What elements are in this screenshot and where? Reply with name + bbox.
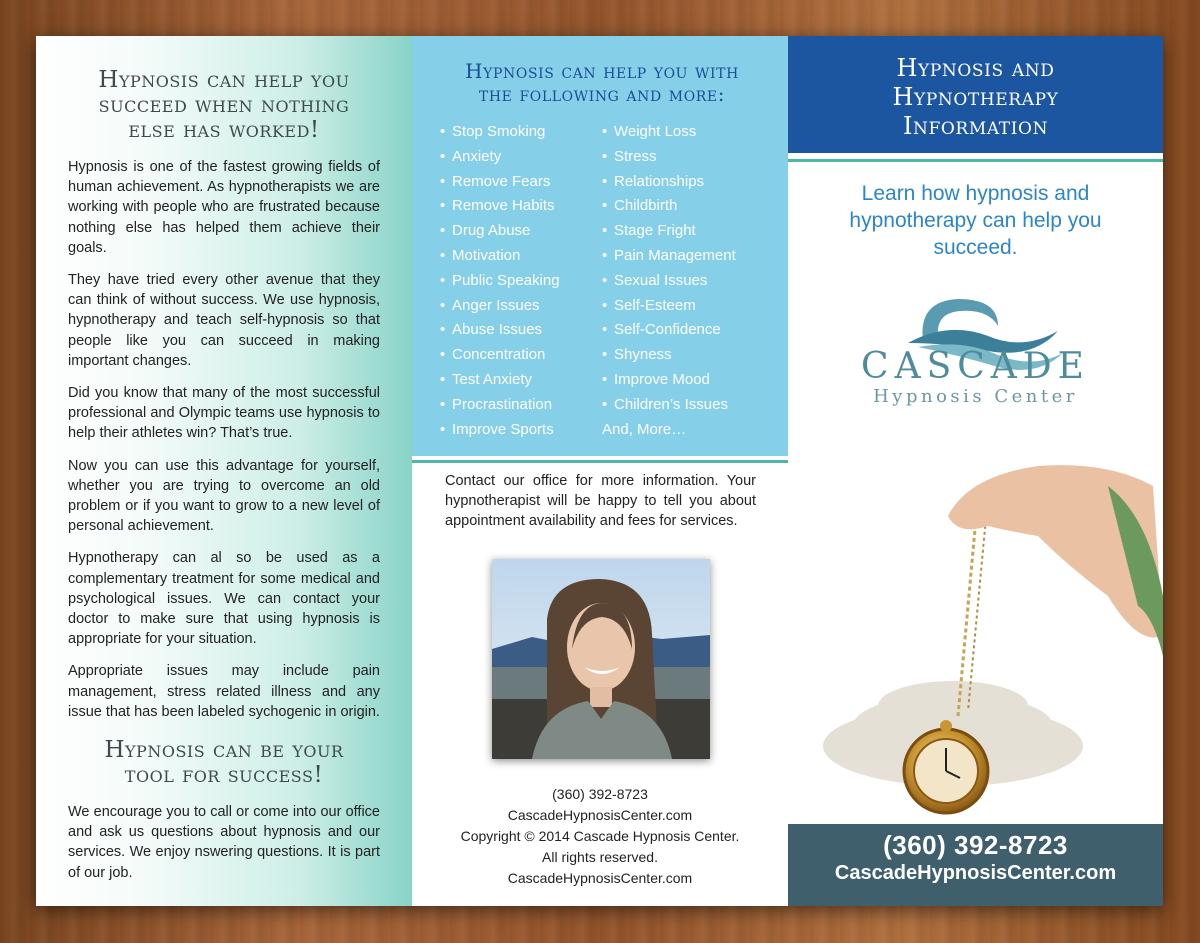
bullet-icon: •	[440, 296, 446, 314]
title-line: Hypnotherapy	[892, 83, 1059, 111]
bullet-icon: •	[440, 271, 446, 289]
bullet-icon: •	[440, 246, 446, 264]
paragraph: Hypnotherapy can al so be used as a complementary treatment for some medical and psychological issues. We can contact your doctor to make sure that using hypnosis is appropriate for your situation.	[68, 550, 380, 648]
paragraph: Hypnosis is one of the fastest growing fields of human achievement. As hypnotherapists we are working with people who are frustrated because nothing else has helped them achieve their goals.	[68, 159, 380, 256]
heading-line: tool for success!	[124, 762, 324, 789]
issue-item	[602, 343, 764, 368]
tagline-line: succeed.	[933, 236, 1018, 259]
bullet-icon: •	[440, 395, 446, 413]
issue-label: Pain Management	[614, 246, 736, 264]
heading-line: the following and more:	[478, 82, 726, 106]
therapist-photo	[492, 559, 710, 759]
bullet-icon: •	[602, 271, 608, 289]
paragraph: Did you know that many of the most successful professional and Olympic teams use hypnosis to help their athletes win? That’s true.	[68, 385, 380, 442]
issue-label: Stress	[614, 147, 657, 165]
logo-subtitle: Hypnosis Center	[873, 386, 1078, 407]
issue-item	[602, 170, 764, 195]
title-line: Information	[902, 112, 1049, 140]
issue-item	[602, 194, 764, 219]
cover-phone[interactable]: (360) 392-8723	[883, 830, 1068, 860]
bullet-icon: •	[440, 370, 446, 388]
issue-item	[602, 318, 764, 343]
divider	[788, 153, 1163, 162]
issue-label: Stage Fright	[614, 222, 696, 240]
issue-label: Anger Issues	[452, 296, 540, 314]
tagline-line: Learn how hypnosis and	[861, 182, 1090, 205]
title-line: Hypnosis and	[896, 54, 1055, 82]
issues-column-left	[440, 120, 602, 442]
left-panel	[36, 36, 412, 906]
cover-title-band	[788, 36, 1163, 153]
issue-label: Self-Esteem	[614, 296, 696, 314]
issue-item	[602, 145, 764, 170]
heading-line: else has worked!	[128, 117, 320, 143]
heading-line: succeed when nothing	[98, 92, 350, 118]
issue-item	[440, 269, 602, 294]
footer-phone: (360) 392-8723	[552, 786, 648, 802]
bullet-icon: •	[440, 172, 446, 190]
closing-paragraph: We encourage you to call or come into our office and ask us questions about hypnosis and our services. We enjoy nswering questions. It is part of our job.	[68, 804, 380, 881]
issue-item	[440, 393, 602, 418]
issue-item	[440, 219, 602, 244]
bullet-icon: •	[440, 346, 446, 364]
issue-label: Improve Sports	[452, 420, 554, 438]
cover-panel	[788, 36, 1163, 906]
bullet-icon: •	[602, 222, 608, 240]
bullet-icon: •	[440, 147, 446, 165]
bullet-icon: •	[602, 296, 608, 314]
issue-label: Stop Smoking	[452, 123, 546, 140]
bullet-icon: •	[602, 197, 608, 215]
issues-lists	[440, 120, 764, 442]
middle-panel	[412, 36, 788, 906]
footer-copyright: Copyright © 2014 Cascade Hypnosis Center.	[460, 828, 740, 844]
cover-website[interactable]: CascadeHypnosisCenter.com	[834, 862, 1117, 884]
paragraph: They have tried every other avenue that they can think of without success. We use hypnosis, hypnotherapy and teach self-hypnosis so that people like you can succeed in making important changes.	[68, 272, 380, 369]
issues-column-right	[602, 120, 764, 442]
issue-item	[440, 343, 602, 368]
pocket-watch-hand-icon	[808, 456, 1163, 826]
issue-item	[602, 244, 764, 269]
bullet-icon: •	[602, 321, 608, 339]
issues-box	[412, 36, 788, 456]
footer-website[interactable]: CascadeHypnosisCenter.com	[507, 870, 693, 886]
issue-item	[440, 318, 602, 343]
contact-footer	[412, 784, 788, 889]
issue-label: Test Anxiety	[452, 370, 533, 388]
bullet-icon: •	[602, 346, 608, 364]
bullet-icon: •	[602, 123, 608, 140]
heading-line: Hypnosis can help you with	[465, 59, 739, 83]
issue-item	[440, 145, 602, 170]
issue-item	[602, 219, 764, 244]
issue-item	[440, 294, 602, 319]
footer-website[interactable]: CascadeHypnosisCenter.com	[507, 807, 693, 823]
issue-item-more: And, More…	[602, 420, 687, 438]
bullet-icon: •	[440, 222, 446, 240]
footer-rights: All rights reserved.	[542, 849, 658, 865]
issue-label: Motivation	[452, 246, 521, 264]
issue-item	[602, 294, 764, 319]
heading-line: Hypnosis can help you	[98, 67, 350, 93]
issue-item	[440, 170, 602, 195]
bullet-icon: •	[440, 420, 446, 438]
issue-item	[602, 393, 764, 418]
issue-label: Remove Fears	[452, 172, 551, 190]
tagline	[808, 180, 1143, 261]
issue-item	[440, 418, 602, 443]
bullet-icon: •	[440, 123, 446, 140]
issue-label: Anxiety	[452, 147, 502, 165]
issue-label: Remove Habits	[452, 197, 555, 215]
issue-item	[602, 368, 764, 393]
cover-title	[788, 54, 1163, 141]
issue-label: Sexual Issues	[614, 271, 708, 289]
issue-item	[440, 194, 602, 219]
issue-item	[602, 120, 764, 145]
issue-label: Improve Mood	[614, 370, 710, 388]
issue-label: Shyness	[614, 346, 672, 364]
issue-item	[440, 120, 602, 145]
logo-name: CASCADE	[861, 346, 1090, 387]
heading-succeed	[68, 68, 380, 143]
heading-line: Hypnosis can be your	[104, 737, 344, 764]
bullet-icon: •	[602, 395, 608, 413]
issue-label: Abuse Issues	[452, 321, 543, 339]
tagline-line: hypnotherapy can help you	[849, 209, 1102, 232]
paragraph: Appropriate issues may include pain management, stress related illness and any issue that has been labeled sychogenic in origin.	[68, 663, 380, 720]
issue-label: Childbirth	[614, 197, 678, 215]
issue-label: Self-Confidence	[614, 321, 721, 339]
bullet-icon: •	[440, 197, 446, 215]
contact-paragraph: Contact our office for more information. Your hypnotherapist will be happy to tell you about appointment availability and fees for services.	[445, 473, 756, 529]
issue-label: Procrastination	[452, 395, 553, 413]
heading-tool-for-success	[68, 738, 380, 788]
paragraph: Now you can use this advantage for yourself, whether you are trying to overcome an old problem or if you want to grow to a new level of personal achievement.	[68, 457, 380, 535]
bullet-icon: •	[602, 370, 608, 388]
issues-heading	[440, 60, 764, 106]
issue-item	[602, 269, 764, 294]
brochure	[36, 36, 1163, 906]
cover-contact-band	[788, 824, 1163, 906]
bullet-icon: •	[440, 321, 446, 339]
issue-item	[440, 244, 602, 269]
issue-label: Relationships	[614, 172, 705, 190]
issue-label: Public Speaking	[452, 271, 560, 289]
issue-item	[440, 368, 602, 393]
issue-label: Drug Abuse	[452, 222, 531, 240]
issue-label: Children’s Issues	[614, 395, 728, 413]
bullet-icon: •	[602, 147, 608, 165]
issue-label: Concentration	[452, 346, 546, 364]
bullet-icon: •	[602, 172, 608, 190]
bullet-icon: •	[602, 246, 608, 264]
issue-label: Weight Loss	[614, 123, 697, 140]
